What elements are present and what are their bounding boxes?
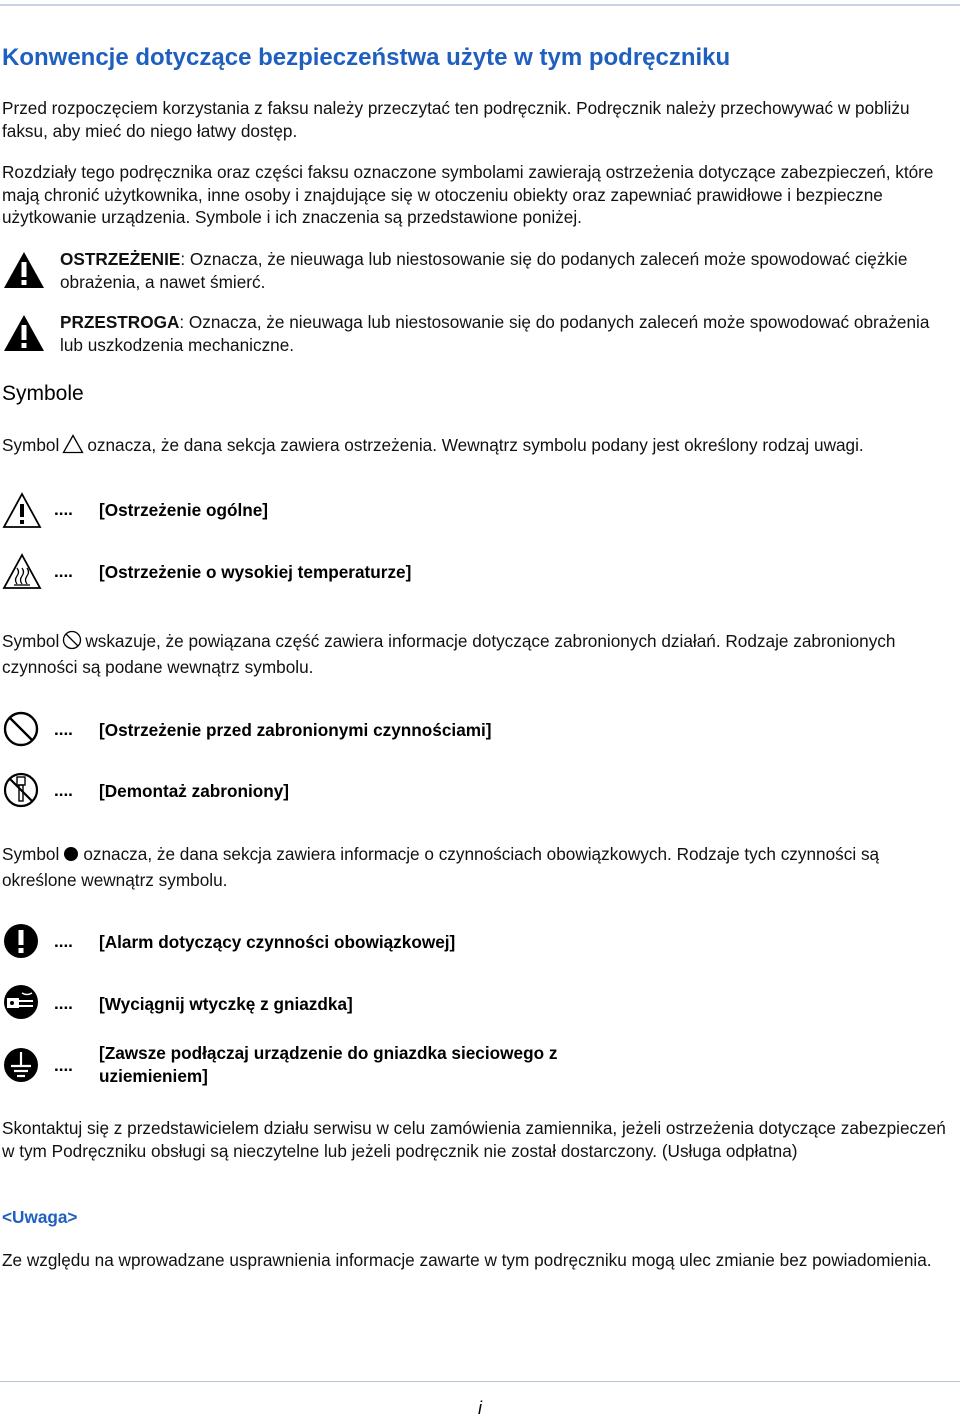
- mandatory-paragraph: [2, 843, 957, 891]
- triangle-outline-icon: [62, 434, 84, 460]
- prohibit-paragraph: [2, 630, 957, 678]
- prohibit-para-before: Symbol: [2, 631, 60, 651]
- list-item-label: [Alarm dotyczący czynności obowiązkowej]: [99, 932, 456, 952]
- caution-icon: [2, 313, 46, 357]
- list-dots: ....: [54, 500, 73, 519]
- bottom-rule: [0, 1381, 960, 1382]
- list-dots: ....: [54, 932, 73, 951]
- no-disassembly-icon: [2, 771, 40, 814]
- list-item-label: [Ostrzeżenie przed zabronionymi czynnościami]: [99, 720, 492, 740]
- note-paragraph: Ze względu na wprowadzane usprawnienia informacje zawarte w tym podręczniku mogą ulec zmianie bez powiadomienia.: [2, 1250, 932, 1270]
- prohibit-outline-icon: [62, 630, 82, 656]
- prohibit-para-after: wskazuje, że powiązana część zawiera informacje dotyczące zabronionych działań. Rodzaje zabronionych czynności są podane wewnątrz symbolu.: [2, 631, 896, 677]
- list-item: [2, 553, 702, 593]
- note-heading: <Uwaga>: [2, 1207, 78, 1227]
- warning-term: OSTRZEŻENIE: [60, 249, 181, 269]
- list-dots: ....: [54, 1056, 73, 1075]
- warning-text: : Oznacza, że nieuwaga lub niestosowanie się do podanych zaleceń może spowodować ciężkie obrażenia, a nawet śmierć.: [60, 249, 908, 292]
- mandatory-para-after: oznacza, że dana sekcja zawiera informacje o czynnościach obowiązkowych. Rodzaje tych czynności są określone wewnątrz symbolu.: [2, 844, 880, 890]
- list-item: [2, 922, 702, 962]
- caution-text: : Oznacza, że nieuwaga lub niestosowanie się do podanych zaleceń może spowodować obrażenia lub uszkodzenia mechaniczne.: [60, 312, 930, 355]
- top-rule: [0, 4, 960, 6]
- page-number: i: [478, 1398, 482, 1418]
- list-item-label: [Ostrzeżenie o wysokiej temperaturze]: [99, 562, 412, 582]
- chapters-paragraph: Rozdziały tego podręcznika oraz części faksu oznaczone symbolami zawierają ostrzeżenia dotyczące zabezpieczeń, które mają chronić użytkownika, inne osoby i znajdujące się w otoczeniu obiekty oraz zapewniać prawidłowe i bezpieczne użytkowanie urządzenia. Symbole i ich znaczenia są przedstawione poniżej.: [2, 162, 934, 227]
- caution-paragraph: [60, 311, 950, 356]
- list-dots: ....: [54, 720, 73, 739]
- list-item: [2, 492, 702, 532]
- list-item-label: [Ostrzeżenie ogólne]: [99, 500, 269, 520]
- list-dots: ....: [54, 562, 73, 581]
- list-item: [2, 710, 702, 750]
- caution-term: PRZESTROGA: [60, 312, 180, 332]
- list-dots: ....: [54, 994, 73, 1013]
- warning-paragraph: [60, 248, 950, 293]
- triangle-para-before: Symbol: [2, 435, 60, 455]
- symbols-heading: Symbole: [2, 382, 84, 405]
- list-item: [2, 1044, 702, 1094]
- list-item-label: [Wyciągnij wtyczkę z gniazdka]: [99, 994, 353, 1014]
- triangle-paragraph: [2, 434, 957, 460]
- unplug-icon: [2, 983, 40, 1026]
- contact-paragraph: Skontaktuj się z przedstawicielem działu serwisu w celu zamówienia zamiennika, jeżeli ostrzeżenia dotyczące zabezpieczeń w tym Podręczniku obsługi są nieczytelne lub jeżeli podręcznik nie został dostarczony. (Usługa odpłatna): [2, 1118, 946, 1161]
- general-warning-icon: [2, 492, 42, 535]
- list-dots: ....: [54, 781, 73, 800]
- high-temperature-icon: [2, 553, 42, 596]
- list-item-label: [Zawsze podłączaj urządzenie do gniazdka sieciowego z uziemieniem]: [99, 1043, 558, 1086]
- triangle-para-after: oznacza, że dana sekcja zawiera ostrzeżenia. Wewnątrz symbolu podany jest określony rodzaj uwagi.: [87, 435, 864, 455]
- warning-icon: [2, 250, 46, 294]
- page-title: Konwencje dotyczące bezpieczeństwa użyte w tym podręczniku: [2, 44, 731, 71]
- filled-circle-icon: [62, 845, 80, 869]
- list-item: [2, 771, 702, 811]
- ground-icon: [2, 1046, 40, 1089]
- intro-paragraph: Przed rozpoczęciem korzystania z faksu należy przeczytać ten podręcznik. Podręcznik należy przechowywać w pobliżu faksu, aby mieć do niego łatwy dostęp.: [2, 98, 910, 141]
- mandatory-para-before: Symbol: [2, 844, 60, 864]
- mandatory-alarm-icon: [2, 922, 40, 965]
- list-item: [2, 983, 702, 1023]
- list-item-label: [Demontaż zabroniony]: [99, 781, 290, 801]
- prohibited-icon: [2, 710, 40, 753]
